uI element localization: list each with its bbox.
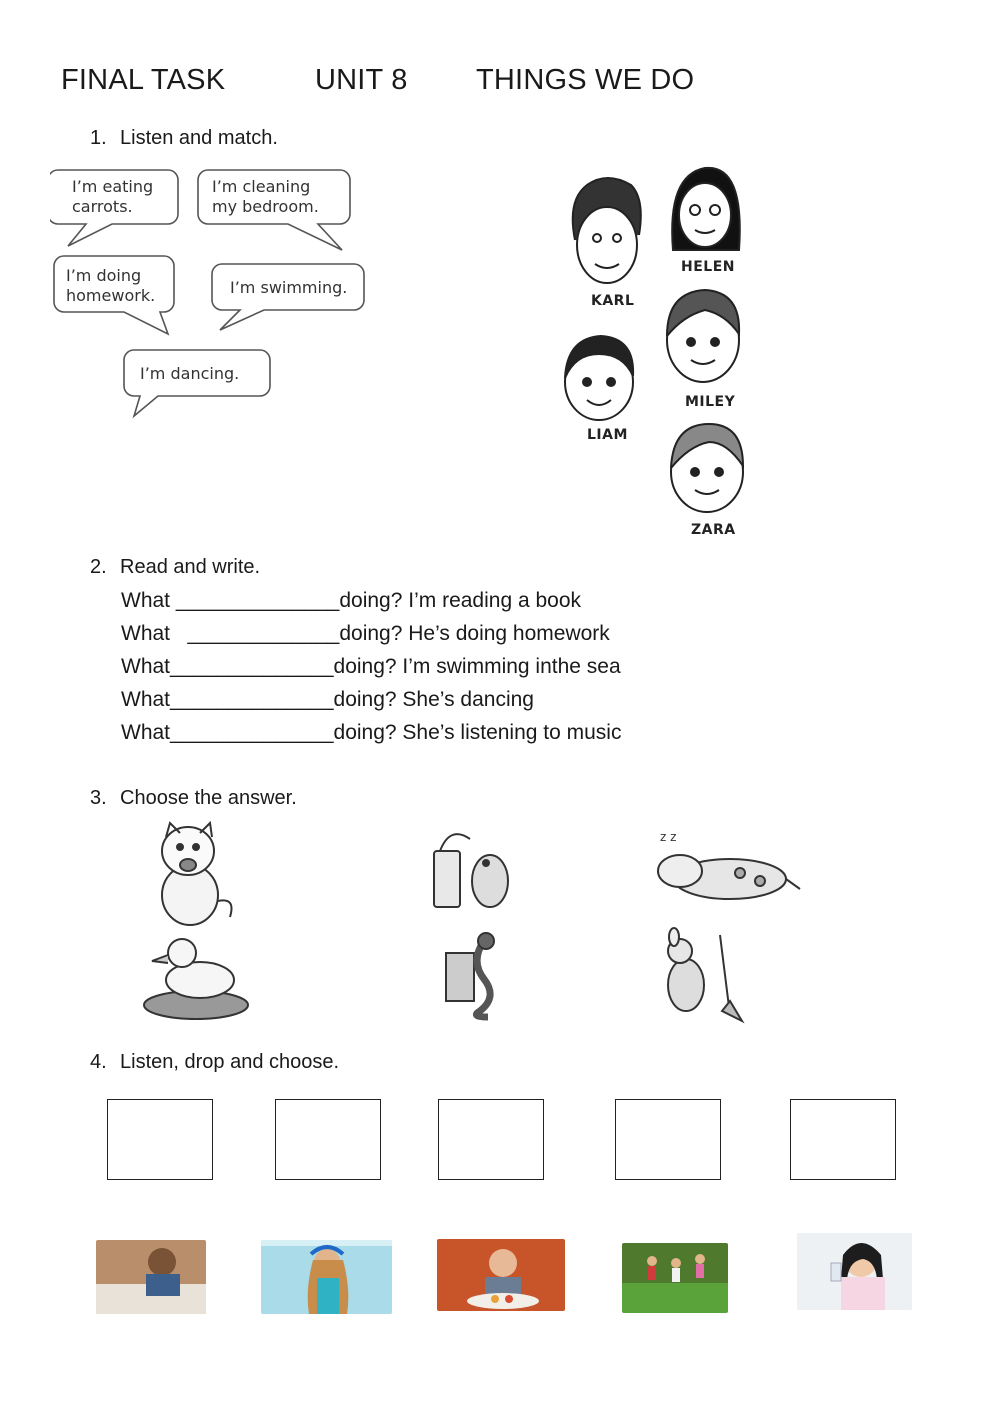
title-topic: THINGS WE DO bbox=[476, 64, 695, 96]
face-helen bbox=[672, 168, 740, 250]
svg-text:z z: z z bbox=[660, 830, 677, 844]
drop-box-4[interactable] bbox=[615, 1099, 721, 1180]
section-2-instruction: Read and write. bbox=[120, 556, 261, 578]
section-3-number: 3. bbox=[90, 787, 107, 809]
bubble-doing-homework: I’m doing homework. bbox=[66, 266, 156, 305]
bubble-eating-carrots: I’m eating carrots. bbox=[72, 177, 154, 216]
photo-boy-eating[interactable] bbox=[437, 1239, 565, 1311]
photo-girl-listening-music[interactable] bbox=[261, 1240, 392, 1314]
face-miley bbox=[667, 290, 739, 382]
drop-box-3[interactable] bbox=[438, 1099, 544, 1180]
snake-reading-picture[interactable] bbox=[446, 933, 494, 1017]
photo-boy-writing[interactable] bbox=[96, 1240, 206, 1314]
mouse-sweeping-picture[interactable] bbox=[668, 928, 742, 1021]
animal-pictures-graphic bbox=[140, 815, 820, 1030]
write-line-3[interactable]: What______________doing? I’m swimming inthe sea bbox=[121, 655, 621, 678]
bubble-cleaning-bedroom: I’m cleaning my bedroom. bbox=[212, 177, 319, 216]
section-1-number: 1. bbox=[90, 127, 107, 149]
face-liam bbox=[565, 336, 633, 420]
photo-girl-drinking[interactable] bbox=[797, 1233, 912, 1310]
name-helen: HELEN bbox=[681, 259, 735, 275]
title-unit: UNIT 8 bbox=[315, 64, 408, 96]
write-line-4[interactable]: What______________doing? She’s dancing bbox=[121, 688, 534, 711]
name-karl: KARL bbox=[591, 293, 635, 309]
drop-box-1[interactable] bbox=[107, 1099, 213, 1180]
cat-eating-picture[interactable] bbox=[162, 823, 232, 925]
photo-children-jumping[interactable] bbox=[622, 1243, 728, 1313]
character-faces-graphic bbox=[555, 160, 765, 540]
name-zara: ZARA bbox=[691, 522, 736, 538]
hamster-drinking-picture[interactable] bbox=[434, 834, 508, 907]
section-3-heading bbox=[90, 787, 297, 810]
dog-sleeping-picture[interactable] bbox=[658, 830, 800, 899]
section-4-number: 4. bbox=[90, 1051, 107, 1073]
face-karl bbox=[573, 178, 641, 283]
title-final-task: FINAL TASK bbox=[61, 64, 226, 96]
section-4-instruction: Listen, drop and choose. bbox=[120, 1051, 340, 1073]
face-zara bbox=[671, 424, 743, 512]
name-miley: MILEY bbox=[685, 394, 736, 410]
section-2-number: 2. bbox=[90, 556, 107, 578]
section-2-heading bbox=[90, 556, 260, 579]
section-1-heading bbox=[90, 127, 278, 150]
section-4-heading bbox=[90, 1051, 339, 1074]
section-1-instruction: Listen and match. bbox=[120, 127, 278, 149]
write-line-2[interactable]: What _____________doing? He’s doing homework bbox=[121, 622, 610, 645]
write-line-1[interactable]: What ______________doing? I’m reading a book bbox=[121, 589, 582, 612]
section-3-instruction: Choose the answer. bbox=[120, 787, 297, 809]
write-line-5[interactable]: What______________doing? She’s listening to music bbox=[121, 721, 622, 744]
drop-box-5[interactable] bbox=[790, 1099, 896, 1180]
duck-swimming-picture[interactable] bbox=[144, 939, 248, 1019]
name-liam: LIAM bbox=[587, 427, 628, 443]
bubble-swimming: I’m swimming. bbox=[230, 278, 348, 297]
drop-box-2[interactable] bbox=[275, 1099, 381, 1180]
bubble-dancing: I’m dancing. bbox=[140, 364, 240, 383]
